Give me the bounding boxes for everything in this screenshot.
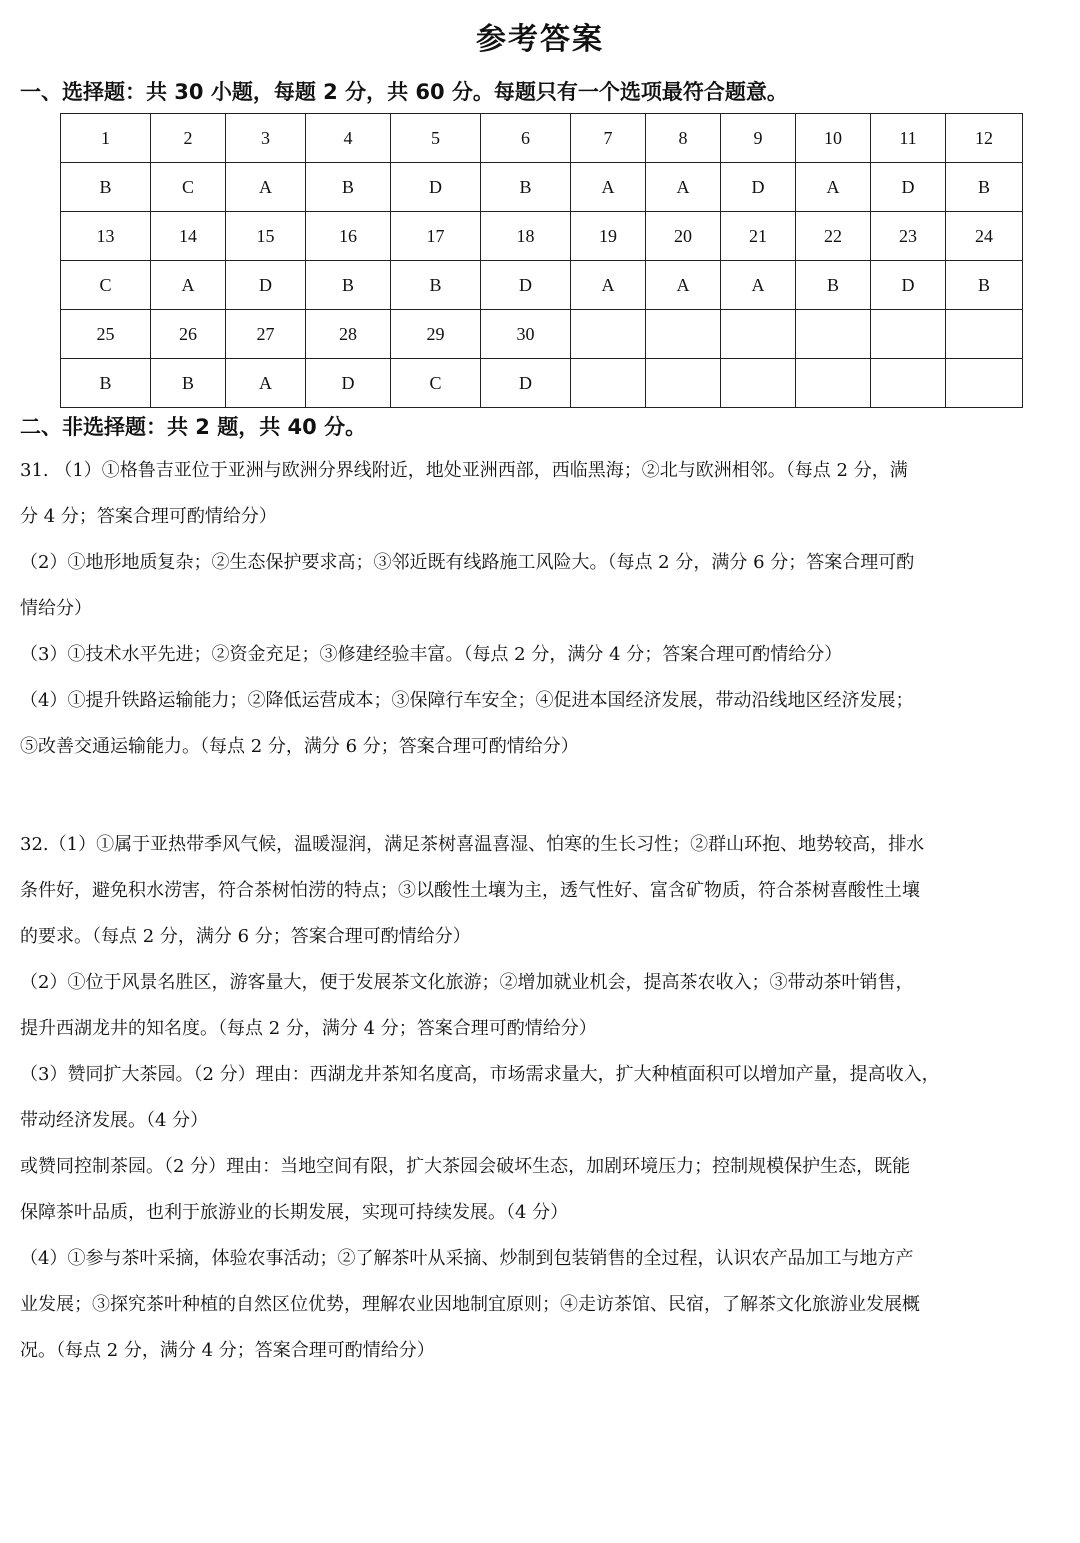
answer-cell bbox=[796, 359, 871, 408]
answer-cell bbox=[646, 359, 721, 408]
q31-line: （4）①提升铁路运输能力；②降低运营成本；③保障行车安全；④促进本国经济发展，带动沿线地区经济发展； bbox=[20, 690, 914, 711]
question-32-answer bbox=[20, 822, 1060, 1374]
answer-cell: C bbox=[391, 359, 481, 408]
answer-cell: A bbox=[226, 359, 306, 408]
q32-line: 提升西湖龙井的知名度。（每点 2 分，满分 4 分；答案合理可酌情给分） bbox=[20, 1018, 597, 1039]
answer-table bbox=[60, 113, 1023, 408]
answer-cell: D bbox=[481, 261, 571, 310]
question-number-cell: 20 bbox=[646, 212, 721, 261]
question-number-cell bbox=[871, 310, 946, 359]
question-number-cell: 14 bbox=[151, 212, 226, 261]
answer-cell: A bbox=[646, 163, 721, 212]
q31-line: 31. （1）①格鲁吉亚位于亚洲与欧洲分界线附近，地处亚洲西部，西临黑海；②北与欧洲相邻。（每点 2 分，满 bbox=[20, 460, 908, 481]
answer-cell: B bbox=[61, 163, 151, 212]
answer-cell: C bbox=[151, 163, 226, 212]
question-31-answer bbox=[20, 448, 1060, 770]
question-number-cell: 16 bbox=[306, 212, 391, 261]
answer-cell: D bbox=[721, 163, 796, 212]
table-row-question-numbers bbox=[61, 212, 1023, 261]
question-number-cell: 23 bbox=[871, 212, 946, 261]
answer-cell: B bbox=[306, 261, 391, 310]
table-row-answers bbox=[61, 261, 1023, 310]
answer-cell: A bbox=[646, 261, 721, 310]
question-number-cell: 13 bbox=[61, 212, 151, 261]
q31-line: （2）①地形地质复杂；②生态保护要求高；③邻近既有线路施工风险大。（每点 2 分，满分 6 分；答案合理可酌 bbox=[20, 552, 915, 573]
answer-cell: A bbox=[571, 261, 646, 310]
answer-cell: B bbox=[946, 163, 1023, 212]
question-number-cell: 5 bbox=[391, 114, 481, 163]
answer-cell: A bbox=[796, 163, 871, 212]
table-row-question-numbers bbox=[61, 310, 1023, 359]
answer-cell bbox=[721, 359, 796, 408]
q32-line: 保障茶叶品质，也利于旅游业的长期发展，实现可持续发展。（4 分） bbox=[20, 1202, 569, 1223]
table-row-answers bbox=[61, 359, 1023, 408]
q32-line: 条件好，避免积水涝害，符合茶树怕涝的特点；③以酸性土壤为主，透气性好、富含矿物质，符合茶树喜酸性土壤 bbox=[20, 880, 920, 901]
section-heading-non-choice: 二、非选择题：共 2 题，共 40 分。 bbox=[20, 415, 367, 439]
question-number-cell: 26 bbox=[151, 310, 226, 359]
q31-line: （3）①技术水平先进；②资金充足；③修建经验丰富。（每点 2 分，满分 4 分；答案合理可酌情给分） bbox=[20, 644, 843, 665]
question-number-cell: 17 bbox=[391, 212, 481, 261]
question-number-cell: 7 bbox=[571, 114, 646, 163]
answer-cell: B bbox=[61, 359, 151, 408]
answer-cell: D bbox=[481, 359, 571, 408]
answer-cell: B bbox=[796, 261, 871, 310]
question-number-cell: 30 bbox=[481, 310, 571, 359]
answer-cell: A bbox=[226, 163, 306, 212]
answer-cell bbox=[946, 359, 1023, 408]
answer-cell: D bbox=[226, 261, 306, 310]
question-number-cell: 19 bbox=[571, 212, 646, 261]
question-number-cell: 21 bbox=[721, 212, 796, 261]
answer-cell: A bbox=[721, 261, 796, 310]
answer-cell: B bbox=[946, 261, 1023, 310]
question-number-cell bbox=[721, 310, 796, 359]
question-number-cell: 12 bbox=[946, 114, 1023, 163]
answer-cell: D bbox=[871, 163, 946, 212]
question-number-cell: 9 bbox=[721, 114, 796, 163]
answer-cell: B bbox=[151, 359, 226, 408]
question-number-cell: 1 bbox=[61, 114, 151, 163]
q32-line: 业发展；③探究茶叶种植的自然区位优势，理解农业因地制宜原则；④走访茶馆、民宿，了解茶文化旅游业发展概 bbox=[20, 1294, 920, 1315]
answer-cell bbox=[871, 359, 946, 408]
answer-cell: A bbox=[151, 261, 226, 310]
question-number-cell: 29 bbox=[391, 310, 481, 359]
q32-line: 带动经济发展。（4 分） bbox=[20, 1110, 209, 1131]
question-number-cell: 27 bbox=[226, 310, 306, 359]
question-number-cell bbox=[646, 310, 721, 359]
answer-cell: B bbox=[306, 163, 391, 212]
question-number-cell bbox=[571, 310, 646, 359]
answer-cell: D bbox=[871, 261, 946, 310]
table-row-question-numbers bbox=[61, 114, 1023, 163]
question-number-cell: 18 bbox=[481, 212, 571, 261]
q32-line: （2）①位于风景名胜区，游客量大，便于发展茶文化旅游；②增加就业机会，提高茶农收入；③带动茶叶销售， bbox=[20, 972, 914, 993]
q31-line: 情给分） bbox=[20, 598, 92, 619]
question-number-cell: 25 bbox=[61, 310, 151, 359]
answer-cell: D bbox=[391, 163, 481, 212]
question-number-cell: 6 bbox=[481, 114, 571, 163]
question-number-cell bbox=[946, 310, 1023, 359]
question-number-cell: 8 bbox=[646, 114, 721, 163]
question-number-cell: 3 bbox=[226, 114, 306, 163]
question-number-cell: 15 bbox=[226, 212, 306, 261]
table-row-answers bbox=[61, 163, 1023, 212]
question-number-cell: 24 bbox=[946, 212, 1023, 261]
q32-line: 或赞同控制茶园。（2 分）理由：当地空间有限，扩大茶园会破坏生态，加剧环境压力；控制规模保护生态，既能 bbox=[20, 1156, 911, 1177]
question-number-cell: 28 bbox=[306, 310, 391, 359]
q31-line: ⑤改善交通运输能力。（每点 2 分，满分 6 分；答案合理可酌情给分） bbox=[20, 736, 579, 757]
q32-line: 的要求。（每点 2 分，满分 6 分；答案合理可酌情给分） bbox=[20, 926, 471, 947]
answer-cell bbox=[571, 359, 646, 408]
q31-line: 分 4 分；答案合理可酌情给分） bbox=[20, 506, 277, 527]
answer-cell: C bbox=[61, 261, 151, 310]
answer-cell: D bbox=[306, 359, 391, 408]
question-number-cell: 2 bbox=[151, 114, 226, 163]
question-number-cell: 4 bbox=[306, 114, 391, 163]
q32-line: （3）赞同扩大茶园。（2 分）理由：西湖龙井茶知名度高，市场需求量大，扩大种植面积可以增加产量，提高收入， bbox=[20, 1064, 940, 1085]
question-number-cell: 11 bbox=[871, 114, 946, 163]
section-heading-multiple-choice: 一、选择题：共 30 小题，每题 2 分，共 60 分。每题只有一个选项最符合题意。 bbox=[20, 80, 788, 104]
page-title: 参考答案 bbox=[476, 22, 604, 57]
answer-cell: B bbox=[481, 163, 571, 212]
q32-line: 况。（每点 2 分，满分 4 分；答案合理可酌情给分） bbox=[20, 1340, 435, 1361]
answer-cell: A bbox=[571, 163, 646, 212]
question-number-cell bbox=[796, 310, 871, 359]
q32-line: 32.（1）①属于亚热带季风气候，温暖湿润，满足茶树喜温喜湿、怕寒的生长习性；②群山环抱、地势较高，排水 bbox=[20, 834, 925, 855]
q32-line: （4）①参与茶叶采摘，体验农事活动；②了解茶叶从采摘、炒制到包装销售的全过程，认识农产品加工与地方产 bbox=[20, 1248, 914, 1269]
question-number-cell: 10 bbox=[796, 114, 871, 163]
question-number-cell: 22 bbox=[796, 212, 871, 261]
answer-cell: B bbox=[391, 261, 481, 310]
